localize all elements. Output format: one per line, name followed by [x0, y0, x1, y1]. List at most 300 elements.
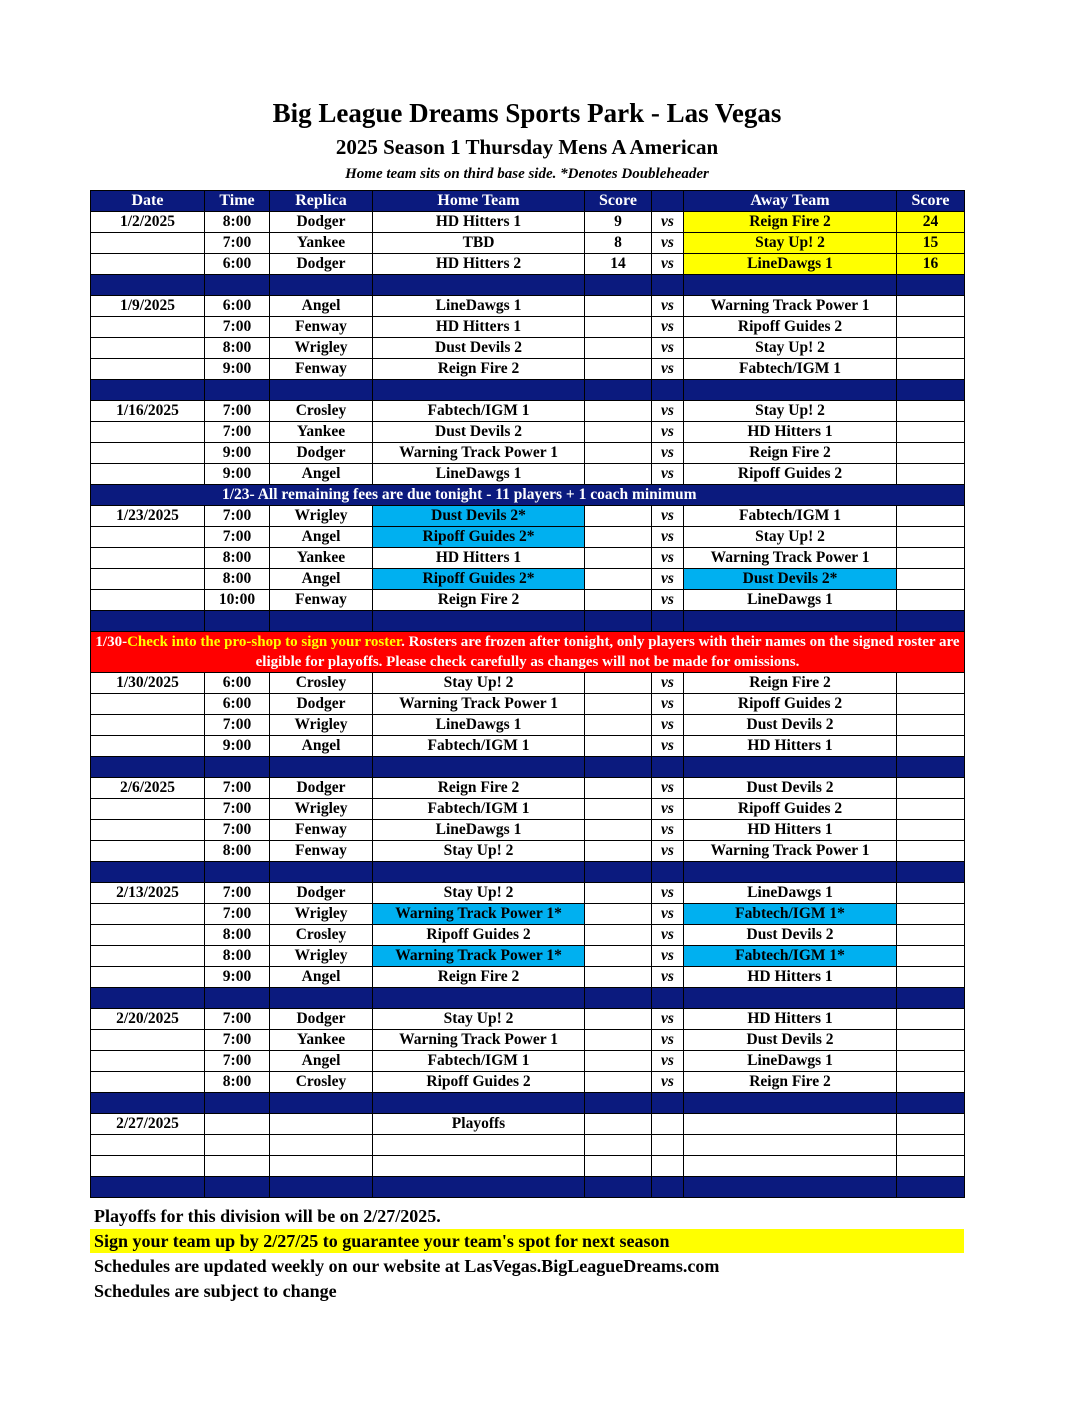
game-replica: Angel — [270, 464, 373, 485]
table-row — [91, 1114, 965, 1135]
vs-label: vs — [652, 338, 684, 359]
separator-cell — [91, 757, 205, 778]
separator-cell — [684, 611, 897, 632]
game-time: 7:00 — [205, 883, 270, 904]
roster-alert — [91, 632, 965, 673]
game-date — [91, 548, 205, 569]
vs-label: vs — [652, 464, 684, 485]
home-score — [585, 1030, 652, 1051]
home-score — [585, 1051, 652, 1072]
game-replica: Fenway — [270, 317, 373, 338]
game-time: 9:00 — [205, 736, 270, 757]
game-replica: Yankee — [270, 548, 373, 569]
game-replica: Dodger — [270, 778, 373, 799]
away-team: Warning Track Power 1 — [684, 841, 897, 862]
vs-label: vs — [652, 820, 684, 841]
home-team: HD Hitters 1 — [373, 317, 585, 338]
game-date: 2/27/2025 — [91, 1114, 205, 1135]
separator-row — [91, 988, 965, 1009]
home-score — [585, 590, 652, 611]
separator-cell — [652, 988, 684, 1009]
game-date — [91, 967, 205, 988]
table-row — [91, 946, 965, 967]
game-replica: Angel — [270, 527, 373, 548]
game-replica: Fenway — [270, 820, 373, 841]
game-time: 7:00 — [205, 317, 270, 338]
away-score — [897, 590, 965, 611]
away-score — [897, 673, 965, 694]
col-away-score: Score — [897, 191, 965, 212]
game-replica: Angel — [270, 967, 373, 988]
away-team: LineDawgs 1 — [684, 590, 897, 611]
game-replica — [270, 1135, 373, 1156]
game-date — [91, 925, 205, 946]
home-team: Warning Track Power 1 — [373, 694, 585, 715]
separator-cell — [91, 1093, 205, 1114]
home-team — [373, 1135, 585, 1156]
col-replica: Replica — [270, 191, 373, 212]
game-date — [91, 464, 205, 485]
table-row — [91, 1135, 965, 1156]
home-score — [585, 736, 652, 757]
game-date — [91, 569, 205, 590]
table-row — [91, 590, 965, 611]
away-score — [897, 506, 965, 527]
home-team: LineDawgs 1 — [373, 820, 585, 841]
home-team — [373, 1156, 585, 1177]
table-row — [91, 569, 965, 590]
vs-label: vs — [652, 946, 684, 967]
vs-label: vs — [652, 569, 684, 590]
away-score — [897, 464, 965, 485]
home-score — [585, 548, 652, 569]
home-team: Stay Up! 2 — [373, 1009, 585, 1030]
separator-cell — [91, 611, 205, 632]
vs-label: vs — [652, 590, 684, 611]
separator-cell — [897, 1177, 965, 1198]
game-date — [91, 1030, 205, 1051]
separator-cell — [205, 380, 270, 401]
game-date — [91, 338, 205, 359]
table-row — [91, 694, 965, 715]
game-time: 8:00 — [205, 569, 270, 590]
home-score — [585, 883, 652, 904]
separator-cell — [270, 988, 373, 1009]
separator-row — [91, 380, 965, 401]
separator-cell — [91, 988, 205, 1009]
home-team: Fabtech/IGM 1 — [373, 799, 585, 820]
game-time: 7:00 — [205, 1030, 270, 1051]
away-team: Fabtech/IGM 1* — [684, 946, 897, 967]
separator-cell — [270, 1177, 373, 1198]
col-home-score: Score — [585, 191, 652, 212]
separator-cell — [585, 988, 652, 1009]
vs-label: vs — [652, 254, 684, 275]
game-replica: Crosley — [270, 673, 373, 694]
footer-disclaimer: Schedules are subject to change — [94, 1281, 337, 1301]
home-score — [585, 1072, 652, 1093]
separator-cell — [205, 1177, 270, 1198]
game-date — [91, 527, 205, 548]
col-date: Date — [91, 191, 205, 212]
separator-cell — [897, 611, 965, 632]
vs-label: vs — [652, 233, 684, 254]
separator-cell — [205, 757, 270, 778]
table-row — [91, 736, 965, 757]
separator-cell — [652, 862, 684, 883]
home-score — [585, 820, 652, 841]
separator-cell — [270, 611, 373, 632]
away-team: HD Hitters 1 — [684, 967, 897, 988]
table-row — [91, 422, 965, 443]
game-time: 7:00 — [205, 778, 270, 799]
game-replica: Angel — [270, 296, 373, 317]
game-replica: Crosley — [270, 925, 373, 946]
separator-cell — [652, 1177, 684, 1198]
home-team: HD Hitters 1 — [373, 548, 585, 569]
separator-cell — [270, 275, 373, 296]
away-score — [897, 841, 965, 862]
vs-label: vs — [652, 422, 684, 443]
table-row — [91, 841, 965, 862]
vs-label: vs — [652, 1051, 684, 1072]
separator-cell — [684, 862, 897, 883]
away-team: Dust Devils 2 — [684, 1030, 897, 1051]
game-date — [91, 1051, 205, 1072]
vs-label: vs — [652, 736, 684, 757]
separator-cell — [652, 1093, 684, 1114]
table-row — [91, 1009, 965, 1030]
away-team: Ripoff Guides 2 — [684, 317, 897, 338]
home-team: HD Hitters 1 — [373, 212, 585, 233]
separator-cell — [585, 862, 652, 883]
game-date — [91, 841, 205, 862]
separator-row — [91, 275, 965, 296]
vs-label: vs — [652, 841, 684, 862]
away-score — [897, 1009, 965, 1030]
separator-cell — [585, 1177, 652, 1198]
game-date — [91, 904, 205, 925]
home-score — [585, 967, 652, 988]
separator-cell — [205, 1093, 270, 1114]
roster-alert-row — [91, 632, 965, 673]
home-score: 8 — [585, 233, 652, 254]
table-row — [91, 527, 965, 548]
vs-label: vs — [652, 506, 684, 527]
game-time: 8:00 — [205, 338, 270, 359]
roster-alert-highlight: Check into the pro-shop to sign your roster — [127, 634, 402, 650]
home-score — [585, 946, 652, 967]
schedule-body — [91, 212, 965, 1198]
table-row — [91, 778, 965, 799]
separator-cell — [270, 380, 373, 401]
home-score — [585, 401, 652, 422]
game-time: 7:00 — [205, 527, 270, 548]
roster-alert-lead: 1/30- — [95, 634, 128, 650]
separator-cell — [91, 862, 205, 883]
away-score — [897, 1072, 965, 1093]
away-score — [897, 946, 965, 967]
home-score — [585, 799, 652, 820]
game-replica: Crosley — [270, 1072, 373, 1093]
table-row — [91, 317, 965, 338]
game-date: 1/30/2025 — [91, 673, 205, 694]
home-team: Playoffs — [373, 1114, 585, 1135]
home-score — [585, 359, 652, 380]
separator-cell — [270, 757, 373, 778]
home-score — [585, 673, 652, 694]
table-row — [91, 799, 965, 820]
separator-cell — [897, 380, 965, 401]
table-row — [91, 904, 965, 925]
away-team: Dust Devils 2* — [684, 569, 897, 590]
away-score — [897, 736, 965, 757]
game-replica — [270, 1114, 373, 1135]
col-time: Time — [205, 191, 270, 212]
separator-cell — [91, 1177, 205, 1198]
away-score — [897, 1156, 965, 1177]
separator-cell — [684, 380, 897, 401]
game-date — [91, 799, 205, 820]
home-score: 14 — [585, 254, 652, 275]
game-replica: Angel — [270, 569, 373, 590]
game-time: 8:00 — [205, 841, 270, 862]
game-replica: Fenway — [270, 359, 373, 380]
game-replica: Angel — [270, 1051, 373, 1072]
roster-alert-text: . Rosters are frozen after tonight, only players with their names on the signed roster are eligible for playoffs. Please check carefully as changes will not be made for omissions. — [255, 634, 960, 670]
game-date — [91, 1135, 205, 1156]
game-date — [91, 317, 205, 338]
separator-cell — [91, 380, 205, 401]
away-team: HD Hitters 1 — [684, 422, 897, 443]
away-team: Reign Fire 2 — [684, 443, 897, 464]
game-time: 9:00 — [205, 464, 270, 485]
home-team: Stay Up! 2 — [373, 841, 585, 862]
away-team: Reign Fire 2 — [684, 212, 897, 233]
away-score — [897, 1030, 965, 1051]
away-score — [897, 799, 965, 820]
col-home-team: Home Team — [373, 191, 585, 212]
game-date — [91, 422, 205, 443]
away-score: 16 — [897, 254, 965, 275]
home-score — [585, 841, 652, 862]
fees-notice: 1/23- All remaining fees are due tonight - 11 players + 1 coach minimum — [91, 485, 965, 506]
home-score — [585, 422, 652, 443]
separator-cell — [897, 757, 965, 778]
page-note: Home team sits on third base side. *Denotes Doubleheader — [345, 166, 709, 182]
away-score — [897, 1114, 965, 1135]
separator-cell — [373, 611, 585, 632]
home-team: Stay Up! 2 — [373, 673, 585, 694]
separator-cell — [373, 275, 585, 296]
game-date — [91, 820, 205, 841]
game-time: 7:00 — [205, 422, 270, 443]
home-score — [585, 506, 652, 527]
away-score — [897, 1051, 965, 1072]
away-score — [897, 527, 965, 548]
away-team: HD Hitters 1 — [684, 736, 897, 757]
game-time: 9:00 — [205, 443, 270, 464]
separator-cell — [205, 611, 270, 632]
vs-label: vs — [652, 296, 684, 317]
vs-label: vs — [652, 212, 684, 233]
vs-label — [652, 1114, 684, 1135]
game-time: 6:00 — [205, 694, 270, 715]
game-replica: Crosley — [270, 401, 373, 422]
away-team: LineDawgs 1 — [684, 254, 897, 275]
table-row — [91, 820, 965, 841]
game-replica: Wrigley — [270, 506, 373, 527]
home-score — [585, 1009, 652, 1030]
separator-cell — [373, 380, 585, 401]
away-score — [897, 401, 965, 422]
game-date — [91, 443, 205, 464]
game-replica: Wrigley — [270, 338, 373, 359]
away-team: Stay Up! 2 — [684, 233, 897, 254]
table-row — [91, 464, 965, 485]
home-team: Reign Fire 2 — [373, 967, 585, 988]
game-date: 1/23/2025 — [91, 506, 205, 527]
away-score — [897, 338, 965, 359]
game-replica: Yankee — [270, 1030, 373, 1051]
game-replica: Dodger — [270, 443, 373, 464]
table-row — [91, 1072, 965, 1093]
away-team: Ripoff Guides 2 — [684, 464, 897, 485]
game-time: 7:00 — [205, 715, 270, 736]
away-score — [897, 967, 965, 988]
away-team: Dust Devils 2 — [684, 778, 897, 799]
away-score — [897, 296, 965, 317]
game-time: 7:00 — [205, 1051, 270, 1072]
game-replica: Wrigley — [270, 715, 373, 736]
vs-label — [652, 1156, 684, 1177]
page-subtitle: 2025 Season 1 Thursday Mens A American — [335, 135, 719, 159]
home-team: Reign Fire 2 — [373, 590, 585, 611]
home-team: Dust Devils 2 — [373, 338, 585, 359]
home-team: Dust Devils 2 — [373, 422, 585, 443]
separator-cell — [684, 988, 897, 1009]
game-time: 7:00 — [205, 799, 270, 820]
separator-cell — [897, 1093, 965, 1114]
game-date: 1/16/2025 — [91, 401, 205, 422]
home-team: Ripoff Guides 2 — [373, 925, 585, 946]
table-row — [91, 359, 965, 380]
game-replica: Wrigley — [270, 946, 373, 967]
vs-label: vs — [652, 401, 684, 422]
separator-cell — [373, 757, 585, 778]
separator-cell — [897, 275, 965, 296]
game-time: 7:00 — [205, 820, 270, 841]
game-date: 2/13/2025 — [91, 883, 205, 904]
game-date — [91, 1072, 205, 1093]
separator-cell — [652, 380, 684, 401]
game-replica: Dodger — [270, 883, 373, 904]
home-team: Reign Fire 2 — [373, 778, 585, 799]
home-score — [585, 904, 652, 925]
away-team: Warning Track Power 1 — [684, 296, 897, 317]
schedule-table — [90, 190, 965, 1198]
away-team: Fabtech/IGM 1 — [684, 506, 897, 527]
game-date: 1/2/2025 — [91, 212, 205, 233]
game-replica: Yankee — [270, 233, 373, 254]
separator-row — [91, 1177, 965, 1198]
home-score — [585, 694, 652, 715]
game-date — [91, 359, 205, 380]
game-time: 6:00 — [205, 673, 270, 694]
game-date — [91, 1156, 205, 1177]
separator-cell — [373, 1177, 585, 1198]
table-row — [91, 233, 965, 254]
separator-cell — [585, 611, 652, 632]
separator-cell — [652, 275, 684, 296]
separator-cell — [373, 862, 585, 883]
game-date: 2/6/2025 — [91, 778, 205, 799]
away-team — [684, 1114, 897, 1135]
away-team: Stay Up! 2 — [684, 401, 897, 422]
separator-cell — [585, 380, 652, 401]
vs-label: vs — [652, 1030, 684, 1051]
separator-cell — [684, 1177, 897, 1198]
away-score — [897, 715, 965, 736]
vs-label: vs — [652, 673, 684, 694]
home-team: Stay Up! 2 — [373, 883, 585, 904]
away-score — [897, 548, 965, 569]
game-date: 1/9/2025 — [91, 296, 205, 317]
table-row — [91, 883, 965, 904]
game-replica: Dodger — [270, 1009, 373, 1030]
table-row — [91, 506, 965, 527]
away-score — [897, 443, 965, 464]
home-team: Warning Track Power 1 — [373, 443, 585, 464]
away-score — [897, 904, 965, 925]
separator-cell — [652, 611, 684, 632]
home-score — [585, 317, 652, 338]
game-time: 8:00 — [205, 925, 270, 946]
game-date: 2/20/2025 — [91, 1009, 205, 1030]
vs-label: vs — [652, 1009, 684, 1030]
game-date — [91, 590, 205, 611]
home-team: Ripoff Guides 2 — [373, 1072, 585, 1093]
col-vs — [652, 191, 684, 212]
away-score: 24 — [897, 212, 965, 233]
table-row — [91, 254, 965, 275]
away-score — [897, 820, 965, 841]
home-score — [585, 464, 652, 485]
game-replica: Dodger — [270, 212, 373, 233]
game-date — [91, 736, 205, 757]
home-team: Warning Track Power 1* — [373, 904, 585, 925]
footer-website: Schedules are updated weekly on our website at LasVegas.BigLeagueDreams.com — [94, 1256, 720, 1276]
away-score — [897, 883, 965, 904]
away-team: Fabtech/IGM 1 — [684, 359, 897, 380]
game-time: 6:00 — [205, 296, 270, 317]
vs-label: vs — [652, 904, 684, 925]
table-row — [91, 443, 965, 464]
home-score — [585, 1156, 652, 1177]
game-time: 8:00 — [205, 946, 270, 967]
table-row — [91, 967, 965, 988]
away-score — [897, 694, 965, 715]
game-time: 7:00 — [205, 904, 270, 925]
home-team: Ripoff Guides 2* — [373, 527, 585, 548]
away-score — [897, 1135, 965, 1156]
away-team: LineDawgs 1 — [684, 1051, 897, 1072]
separator-cell — [684, 1093, 897, 1114]
game-date — [91, 715, 205, 736]
away-score — [897, 359, 965, 380]
home-team: HD Hitters 2 — [373, 254, 585, 275]
away-team: Warning Track Power 1 — [684, 548, 897, 569]
